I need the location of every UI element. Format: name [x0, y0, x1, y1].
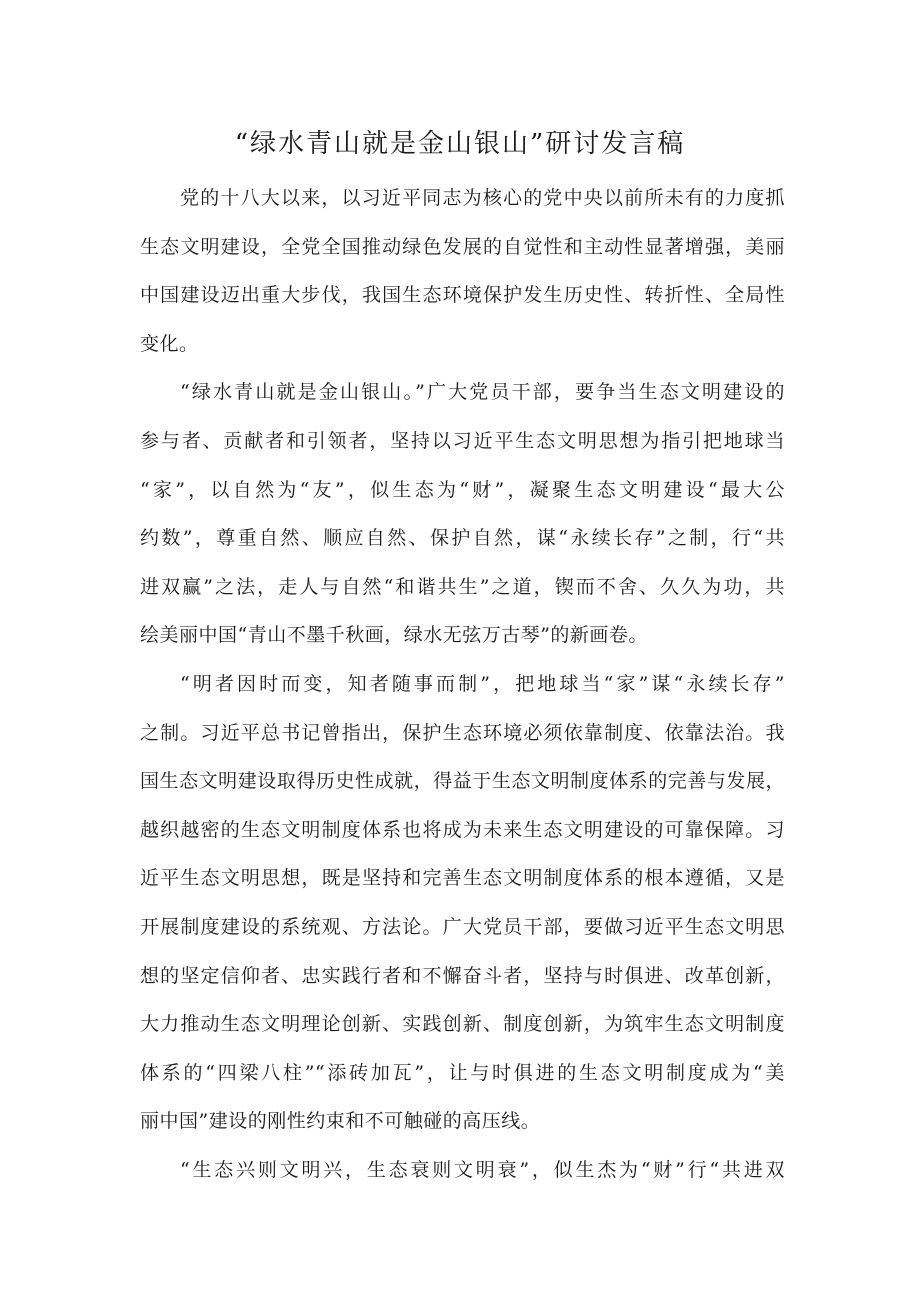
paragraph-line: 越织越密的生态文明制度体系也将成为未来生态文明建设的可靠保障。习 — [140, 818, 785, 841]
paragraph-line: “绿水青山就是金山银山。”广大党员干部，要争当生态文明建设的 — [180, 381, 785, 404]
paragraph-line: 参与者、贡献者和引领者，坚持以习近平生态文明思想为指引把地球当 — [140, 429, 785, 452]
paragraph-3 — [140, 660, 785, 1146]
paragraph-line: “明者因时而变，知者随事而制”，把地球当“家”谋“永续长存” — [180, 672, 785, 695]
paragraph-line: 进双赢”之法，走人与自然“和谐共生”之道，锲而不舍、久久为功，共 — [140, 575, 785, 598]
paragraph-line: 中国建设迈出重大步伐，我国生态环境保护发生历史性、转折性、全局性 — [140, 284, 785, 307]
paragraph-line: 想的坚定信仰者、忠实践行者和不懈奋斗者，坚持与时俱进、改革创新， — [140, 964, 785, 987]
paragraph-line: 约数”，尊重自然、顺应自然、保护自然，谋“永续长存”之制，行“共 — [140, 527, 785, 550]
paragraph-line: 绘美丽中国“青山不墨千秋画，绿水无弦万古琴”的新画卷。 — [140, 624, 648, 647]
paragraph-2 — [140, 368, 785, 660]
paragraph-4 — [140, 1146, 785, 1195]
document-body — [140, 174, 785, 1194]
paragraph-line: “生态兴则文明兴，生态衰则文明衰”，似生杰为“财”行“共进双 — [180, 1158, 785, 1181]
paragraph-line: 体系的“四梁八柱”“添砖加瓦”，让与时俱进的生态文明制度成为“美 — [140, 1061, 785, 1084]
paragraph-line: 大力推动生态文明理论创新、实践创新、制度创新，为筑牢生态文明制度 — [140, 1013, 785, 1036]
paragraph-line: “家”，以自然为“友”，似生态为“财”，凝聚生态文明建设“最大公 — [140, 478, 785, 501]
paragraph-line: 国生态文明建设取得历史性成就，得益于生态文明制度体系的完善与发展， — [140, 770, 785, 793]
paragraph-line: 之制。习近平总书记曾指出，保护生态环境必须依靠制度、依靠法治。我 — [140, 721, 785, 744]
paragraph-line: 开展制度建设的系统观、方法论。广大党员干部，要做习近平生态文明思 — [140, 915, 785, 938]
paragraph-1 — [140, 174, 785, 368]
document-title: “绿水青山就是金山银山”研讨发言稿 — [234, 129, 686, 159]
paragraph-line: 生态文明建设，全党全国推动绿色发展的自觉性和主动性显著增强，美丽 — [140, 235, 785, 258]
paragraph-line: 近平生态文明思想，既是坚持和完善生态文明制度体系的根本遵循，又是 — [140, 867, 785, 890]
paragraph-line: 变化。 — [140, 332, 199, 355]
paragraph-line: 党的十八大以来，以习近平同志为核心的党中央以前所未有的力度抓 — [180, 187, 785, 209]
paragraph-line: 丽中国”建设的刚性约束和不可触碰的高压线。 — [140, 1110, 541, 1133]
